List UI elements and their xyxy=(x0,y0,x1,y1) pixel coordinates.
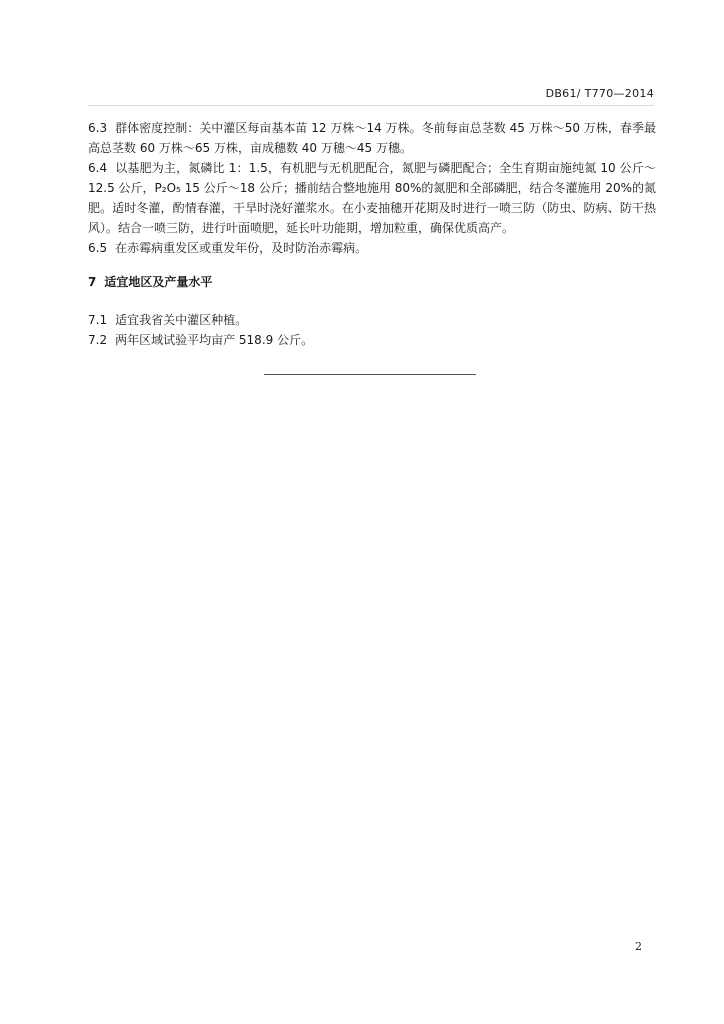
clause-6-3 xyxy=(88,118,656,158)
section-number: 7 xyxy=(88,275,97,289)
clause-text: 适宜我省关中灌区种植。 xyxy=(115,313,248,327)
clause-number: 6.4 xyxy=(88,161,108,175)
clause-number: 7.1 xyxy=(88,313,108,327)
header-rule xyxy=(88,105,654,106)
section-heading xyxy=(88,272,656,292)
clause-text: 两年区域试验平均亩产 518.9 公斤。 xyxy=(115,333,314,347)
document-body xyxy=(88,118,656,350)
standard-code: DB61/ T770—2014 xyxy=(545,87,654,100)
clause-number: 7.2 xyxy=(88,333,108,347)
clause-text: 以基肥为主，氮磷比 1：1.5，有机肥与无机肥配合，氮肥与磷肥配合；全生育期亩施纯氮 10 公斤～12.5 公斤，P₂O₅ 15 公斤～18 公斤；播前结合整地施用 80%的氮肥和全部磷肥，结合冬灌施用 20%的氮肥。适时冬灌，酌情春灌，干旱时浇好灌浆水。在小麦抽穗开花期及时进行一喷三防（防虫、防病、防干热风）。结合一喷三防，进行叶面喷肥，延长叶功能期，增加粒重，确保优质高产。 xyxy=(88,161,656,235)
section-title: 适宜地区及产量水平 xyxy=(104,275,213,289)
clause-number: 6.5 xyxy=(88,241,108,255)
clause-number: 6.3 xyxy=(88,121,108,135)
page-number: 2 xyxy=(635,940,642,953)
clause-text: 群体密度控制：关中灌区每亩基本苗 12 万株～14 万株。冬前每亩总茎数 45 万株～50 万株，春季最高总茎数 60 万株～65 万株，亩成穗数 40 万穗～45 万穗。 xyxy=(88,121,656,155)
clause-7-2 xyxy=(88,330,656,350)
clause-7-1 xyxy=(88,310,656,330)
clause-6-4 xyxy=(88,158,656,238)
clause-6-5 xyxy=(88,238,656,258)
end-of-document-rule xyxy=(264,374,476,375)
clause-text: 在赤霉病重发区或重发年份，及时防治赤霉病。 xyxy=(115,241,368,255)
